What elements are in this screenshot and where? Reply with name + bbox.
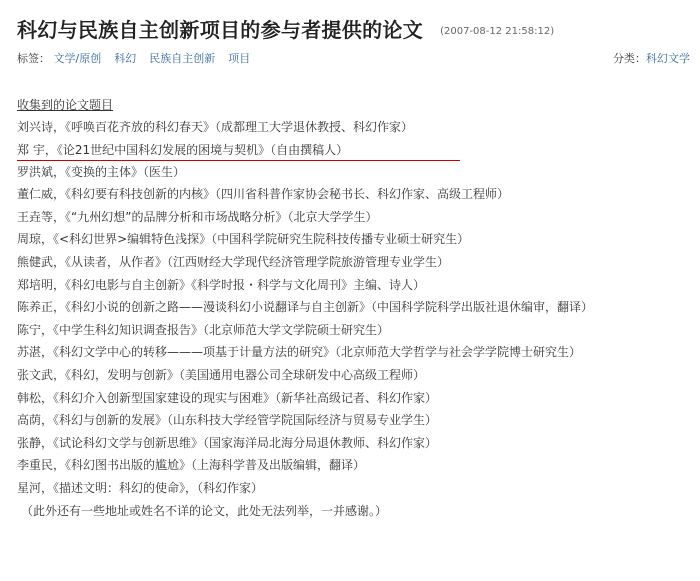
tag-separator: / [75,52,80,65]
entry-work: 《<科幻世界>编辑特色浅探》 [53,232,212,247]
entry-author: 韩松， [17,390,54,405]
tag-link-innovation[interactable]: 民族自主创新 [149,52,216,65]
list-item [17,409,693,432]
entry-work: 《描述文明：科幻的使命》， [53,481,198,495]
entry-author: 周琼， [17,232,54,247]
entry-work: 《科幻电影与自主创新》 [65,277,192,292]
entry-role: （北京师范大学哲学与社会学学院博士研究生） [335,345,582,360]
footnote: （此外还有一些地址或姓名不详的论文，此处无法列举，一并感谢。） [21,503,388,518]
entry-author: 陈宁， [17,322,54,337]
entry-work: 《从读者，从作者》 [65,255,168,270]
entry-work: 《变换的主体》 [65,164,144,179]
entry-author: 苏湛， [17,345,54,360]
list-item [17,364,693,387]
list-item [17,387,693,410]
list-item [17,161,693,184]
entry-role: （自由撰稿人） [270,142,349,157]
list-item [17,477,693,500]
list-item-highlighted [17,139,460,161]
entry-work: 《科幻，发明与创新》 [65,368,180,383]
entry-role: 《科学时报・科学与文化周刊》主编、诗人） [191,277,426,292]
entry-work: 《论21世纪中国科幻发展的困境与契机》 [56,142,271,157]
entry-role: （成都理工大学退休教授、科幻作家） [215,120,414,134]
entry-role: （医生） [143,164,186,179]
entry-work: 《呼唤百花齐放的科幻春天》 [65,120,216,134]
tags-row [17,50,250,66]
entry-role: （北京大学学生） [287,209,378,224]
entry-author: 张文武， [17,368,66,383]
list-item [17,251,693,274]
entry-role: （科幻作家） [197,481,264,495]
tag-link-project[interactable]: 项目 [228,52,251,65]
entry-role: （江西财经大学现代经济管理学院旅游管理专业学生） [167,255,450,270]
list-item [17,432,693,455]
entry-role: （四川省科普作家协会秘书长、科幻作家、高级工程师） [215,187,510,202]
entry-author: 高荫， [17,413,54,428]
entry-work: 《科幻图书出版的尴尬》 [65,458,192,473]
list-item [17,454,693,477]
entry-work: 《科幻小说的创新之路——漫谈科幻小说翻译与自主创新》 [65,300,372,315]
tag-link-literature[interactable]: 文学 [53,52,76,65]
entry-author: 董仁威， [17,187,66,202]
article-header [17,14,554,43]
article-body [17,94,693,522]
entry-author: 李重民， [17,458,66,473]
entry-author: 刘兴诗， [17,120,66,134]
list-item [17,206,693,229]
list-item [17,228,693,251]
list-item [17,116,693,139]
entry-work: 《科幻与创新的发展》 [53,413,168,428]
entry-author: 郑 宇， [17,142,57,157]
tag-link-original[interactable]: 原创 [79,52,102,65]
entry-role: （新华社高级记者、科幻作家） [275,390,438,405]
list-item [17,319,693,342]
article-timestamp: (2007-08-12 21:58:12) [440,26,555,37]
entry-work: 《试论科幻文学与创新思维》 [53,435,204,450]
category-row [613,50,690,66]
category-link[interactable]: 科幻文学 [646,52,690,65]
entry-work: 《科幻介入创新型国家建设的现实与困难》 [53,390,276,405]
entry-author: 郑培明， [17,277,66,292]
list-item [17,274,693,297]
entry-author: 罗洪斌， [17,164,66,179]
entry-role: （上海科学普及出版编辑，翻译） [191,458,366,473]
entry-role: （国家海洋局北海分局退休教师、科幻作家） [203,435,438,450]
entry-author: 陈养正， [17,300,66,315]
entry-author: 王垚等， [17,209,66,224]
list-item [17,296,693,319]
section-heading: 收集到的论文题目 [17,98,114,112]
list-item [17,341,693,364]
entry-author: 熊健武， [17,255,66,270]
article-title: 科幻与民族自主创新项目的参与者提供的论文 [17,18,423,42]
list-item [17,183,693,206]
entry-role: （山东科技大学经管学院国际经济与贸易专业学生） [167,413,438,428]
entry-role: （北京师范大学文学院硕士研究生） [203,322,390,337]
tags-label: 标签： [17,52,50,65]
entry-work: 《“九州幻想”的品牌分析和市场战略分析》 [65,209,288,224]
entry-role: （中国科学院科学出版社退休编审，翻译） [371,300,594,315]
entry-work: 《科幻文学中心的转移———项基于计量方法的研究》 [53,345,336,360]
entry-role: （美国通用电器公司全球研发中心高级工程师） [179,368,426,383]
category-label: 分类： [613,52,646,65]
entry-work: 《科幻要有科技创新的内核》 [65,187,216,202]
entry-author: 星河， [17,481,54,495]
entry-role: （中国科学院研究生院科技传播专业硕士研究生） [211,232,470,247]
tag-link-scifi[interactable]: 科幻 [114,52,137,65]
entry-work: 《中学生科幻知识调查报告》 [53,322,204,337]
entry-author: 张静， [17,435,54,450]
